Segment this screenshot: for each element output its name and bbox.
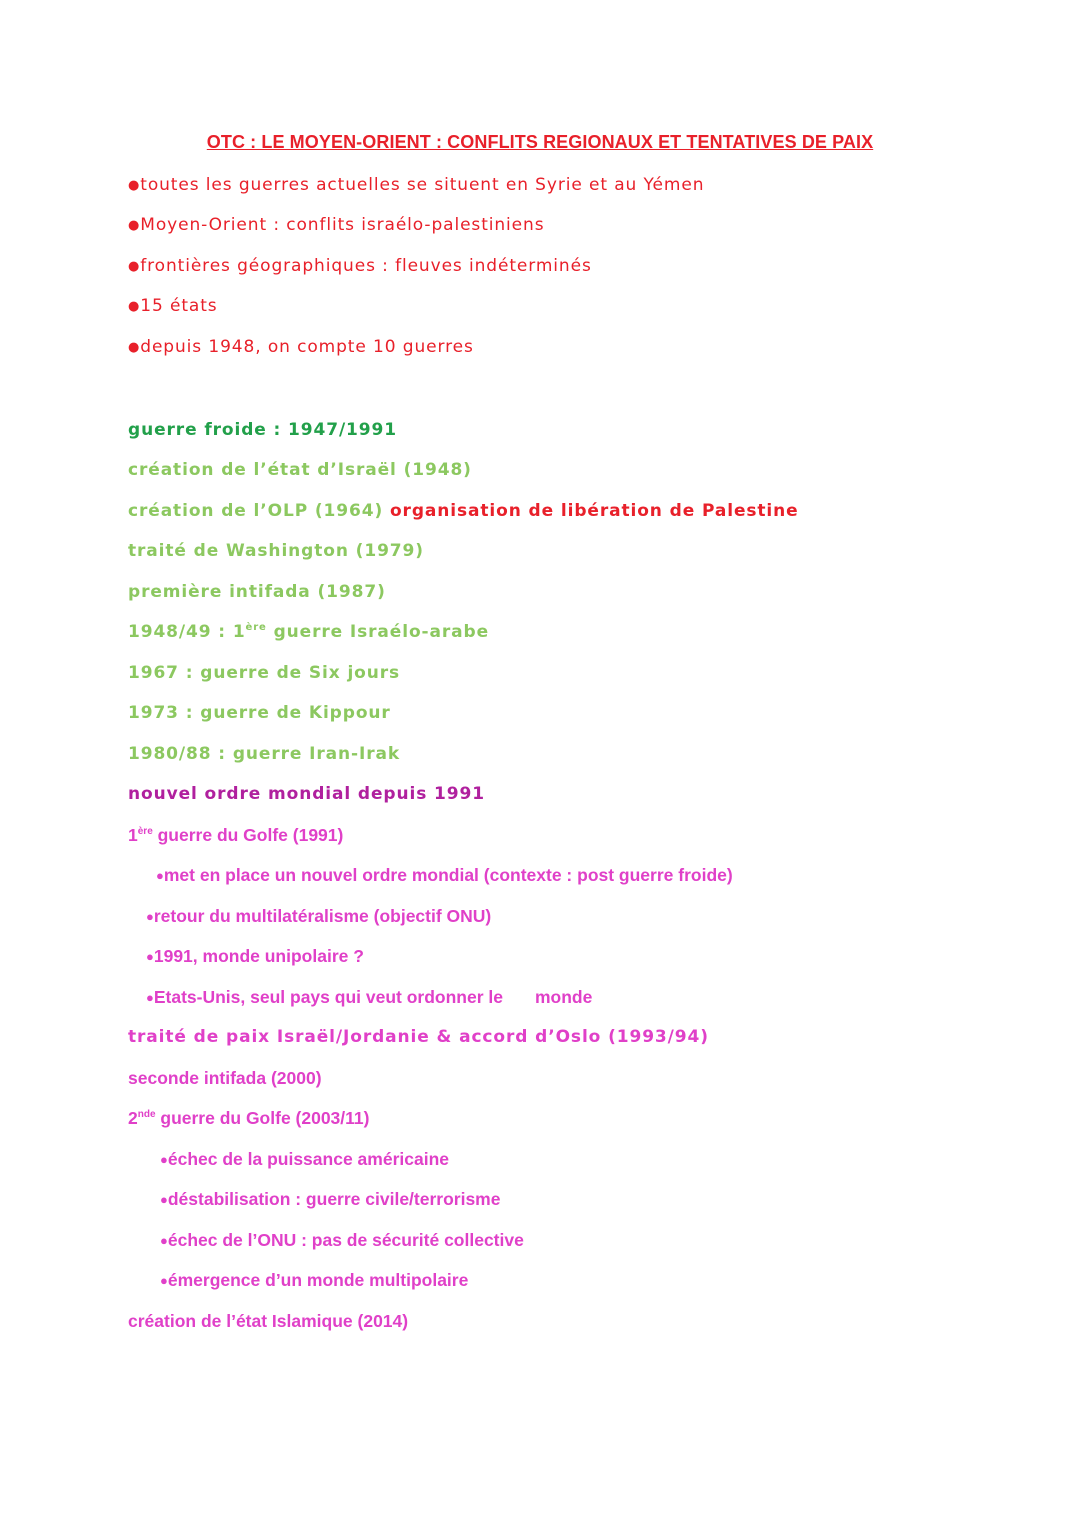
section-heading-cold-war: guerre froide : 1947/1991 [128,420,397,440]
section-heading-new-order: nouvel ordre mondial depuis 1991 [128,784,485,804]
timeline-item: seconde intifada (2000) [128,1068,322,1088]
timeline-item: 1967 : guerre de Six jours [128,663,401,683]
bullet-icon: ● [128,178,141,193]
timeline-item: création de l’OLP (1964) organisation de libération de Palestine [128,501,799,521]
intro-item: ●Moyen-Orient : conflits israélo-palestiniens [128,215,545,235]
bullet-icon: ● [160,1152,168,1167]
timeline-item: traité de paix Israël/Jordanie & accord d’Oslo (1993/94) [128,1027,709,1047]
sub-point: ●1991, monde unipolaire ? [146,946,364,966]
sub-point: ●échec de la puissance américaine [160,1149,449,1169]
sub-point: ●retour du multilatéralisme (objectif ONU) [146,906,492,926]
bullet-icon: ● [160,1233,168,1248]
bullet-icon: ● [156,868,164,883]
timeline-item: 1980/88 : guerre Iran-Irak [128,744,401,764]
timeline-item: 1973 : guerre de Kippour [128,703,391,723]
timeline-item: 2nde guerre du Golfe (2003/11) [128,1108,370,1128]
timeline-item: traité de Washington (1979) [128,541,424,561]
timeline-item: première intifada (1987) [128,582,386,602]
bullet-icon: ● [128,299,141,314]
bullet-icon: ● [128,259,141,274]
intro-item: ●frontières géographiques : fleuves indéterminés [128,256,592,276]
olp-definition: organisation de libération de Palestine [389,501,799,521]
sub-point: ●déstabilisation : guerre civile/terrorisme [160,1189,501,1209]
bullet-icon: ● [146,990,154,1005]
timeline-item: création de l’état d’Israël (1948) [128,460,472,480]
sub-point: ●échec de l’ONU : pas de sécurité collective [160,1230,524,1250]
sub-point: ●émergence d’un monde multipolaire [160,1270,469,1290]
intro-item: ●toutes les guerres actuelles se situent en Syrie et au Yémen [128,175,705,195]
bullet-icon: ● [160,1192,168,1207]
bullet-icon: ● [146,909,154,924]
page-title: OTC : LE MOYEN-ORIENT : CONFLITS REGIONAUX ET TENTATIVES DE PAIX [206,132,874,152]
bullet-icon: ● [146,949,154,964]
timeline-item: 1948/49 : 1ère guerre Israélo-arabe [128,622,490,642]
intro-item: ●15 états [128,296,218,316]
timeline-item: création de l’état Islamique (2014) [128,1311,409,1331]
bullet-icon: ● [128,218,141,233]
bullet-icon: ● [160,1273,168,1288]
bullet-icon: ● [128,340,141,355]
sub-point: ●Etats-Unis, seul pays qui veut ordonner le monde [146,987,593,1007]
sub-point: ●met en place un nouvel ordre mondial (contexte : post guerre froide) [156,865,733,885]
intro-item: ●depuis 1948, on compte 10 guerres [128,337,474,357]
timeline-item: 1ère guerre du Golfe (1991) [128,825,344,845]
